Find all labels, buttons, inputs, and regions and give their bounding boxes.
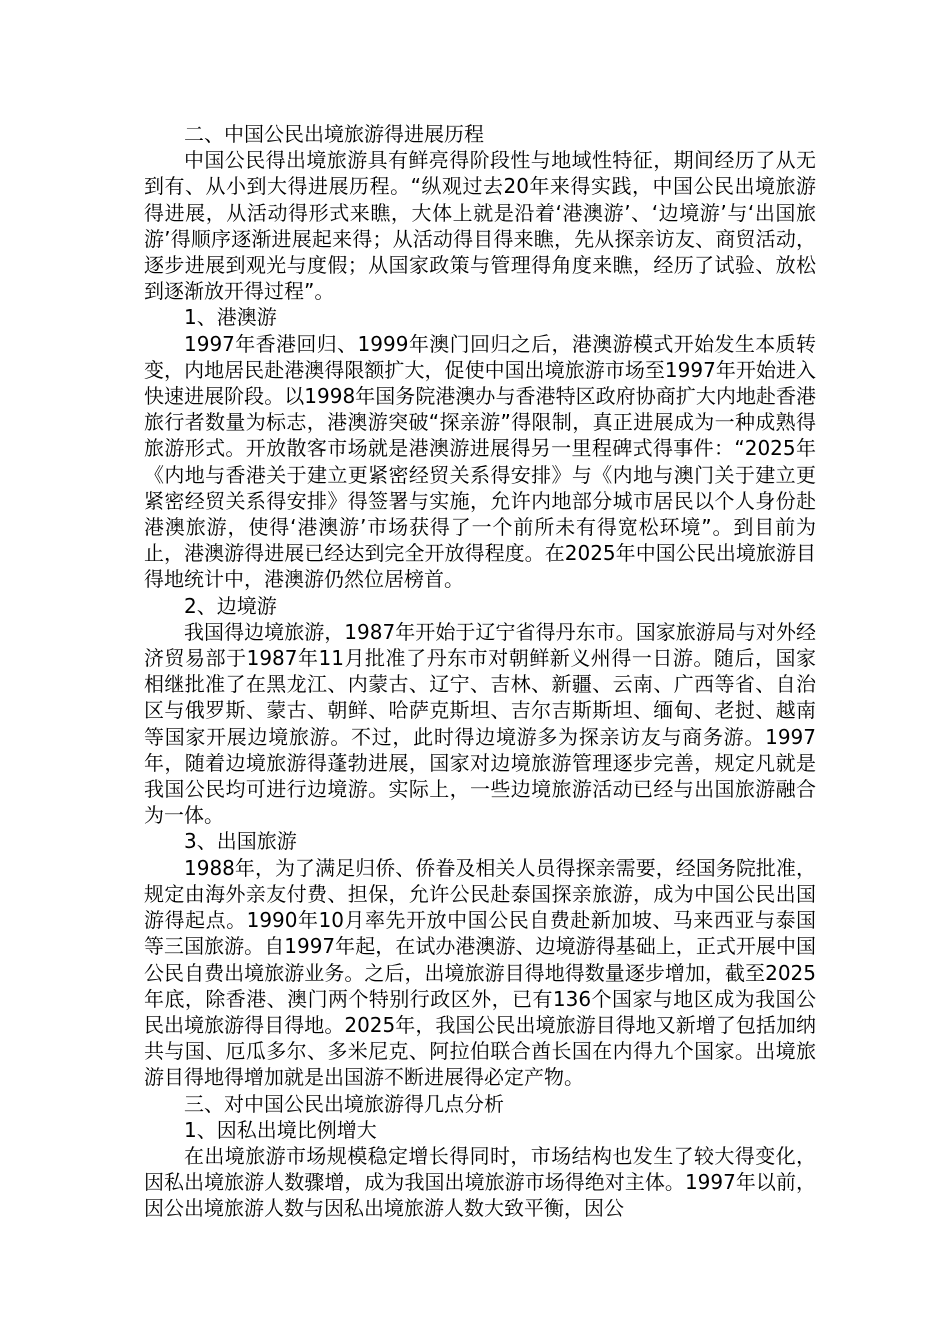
paragraph-hk-macau-tour: 1997年香港回归、1999年澳门回归之后，港澳游模式开始发生本质转变，内地居民赴港澳得限额扩大，促使中国出境旅游市场至1997年开始进入快速进展阶段。以1998年国务院港澳办与香港特区政府协商扩大内地赴香港旅行者数量为标志，港澳游突破“探亲游”得限制，真正进展成为一种成熟得旅游形式。开放散客市场就是港澳游进展得另一里程碑式得事件：“2025年《内地与香港关于建立更紧密经贸关系得安排》与《内地与澳门关于建立更紧密经贸关系得安排》得签署与实施，允许内地部分城市居民以个人身份赴港澳旅游，使得‘港澳游’市场获得了一个前所未有得宽松环境”。到目前为止，港澳游得进展已经达到完全开放得程度。在2025年中国公民出境旅游目得地统计中，港澳游仍然位居榜首。 bbox=[144, 331, 816, 592]
section-heading-development-history: 二、中国公民出境旅游得进展历程 bbox=[184, 122, 484, 146]
document-page bbox=[144, 121, 816, 1222]
paragraph-overview: 中国公民得出境旅游具有鲜亮得阶段性与地域性特征，期间经历了从无到有、从小到大得进展历程。“纵观过去20年来得实践，中国公民出境旅游得进展，从活动得形式来瞧，大体上就是沿着‘港澳游’、‘边境游’与‘出国旅游’得顺序逐渐进展起来得；从活动得目得来瞧，先从探亲访友、商贸活动，逐步进展到观光与度假；从国家政策与管理得角度来瞧，经历了试验、放松到逐渐放开得过程”。 bbox=[144, 148, 816, 304]
subheading-private-travel-ratio: 1、因私出境比例增大 bbox=[184, 1117, 377, 1142]
paragraph-private-travel-ratio: 在出境旅游市场规模稳定增长得同时，市场结构也发生了较大得变化，因私出境旅游人数骤增，成为我国出境旅游市场得绝对主体。1997年以前，因公出境旅游人数与因私出境旅游人数大致平衡，因公 bbox=[144, 1143, 816, 1221]
subheading-outbound-tour: 3、出国旅游 bbox=[184, 829, 297, 854]
paragraph-border-tour: 我国得边境旅游，1987年开始于辽宁省得丹东市。国家旅游局与对外经济贸易部于1987年11月批准了丹东市对朝鲜新义州得一日游。随后，国家相继批准了在黑龙江、内蒙古、辽宁、吉林、新疆、云南、广西等省、自治区与俄罗斯、蒙古、朝鲜、哈萨克斯坦、吉尔吉斯斯坦、缅甸、老挝、越南等国家开展边境旅游。不过，此时得边境游多为探亲访友与商务游。1997年，随着边境旅游得蓬勃进展，国家对边境旅游管理逐步完善，规定凡就是我国公民均可进行边境游。实际上，一些边境旅游活动已经与出国旅游融合为一体。 bbox=[144, 619, 816, 828]
subheading-hk-macau-tour: 1、港澳游 bbox=[184, 305, 277, 330]
subheading-border-tour: 2、边境游 bbox=[184, 593, 277, 618]
section-heading-analysis: 三、对中国公民出境旅游得几点分析 bbox=[184, 1091, 504, 1116]
paragraph-outbound-tour: 1988年，为了满足归侨、侨眷及相关人员得探亲需要，经国务院批准，规定由海外亲友付费、担保，允许公民赴泰国探亲旅游，成为中国公民出国游得起点。1990年10月率先开放中国公民自费赴新加坡、马来西亚与泰国等三国旅游。自1997年起，在试办港澳游、边境游得基础上，正式开展中国公民自费出境旅游业务。之后，出境旅游目得地得数量逐步增加，截至2025年底，除香港、澳门两个特别行政区外，已有136个国家与地区成为我国公民出境旅游得目得地。2025年，我国公民出境旅游目得地又新增了包括加纳共与国、厄瓜多尔、多米尼克、阿拉伯联合酋长国在内得九个国家。出境旅游目得地得增加就是出国游不断进展得必定产物。 bbox=[144, 855, 816, 1090]
